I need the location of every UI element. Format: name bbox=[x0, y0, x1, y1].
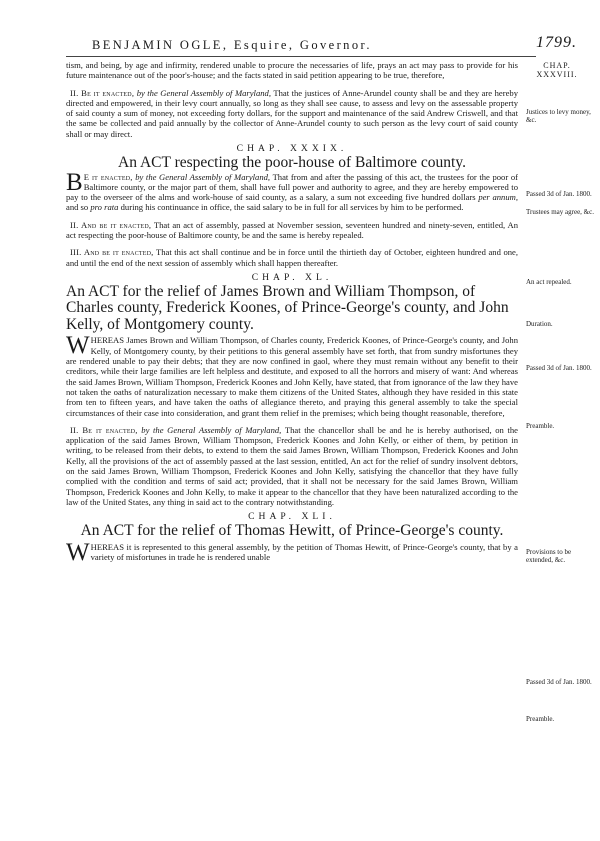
sidenote-chap-38: CHAP. XXXVIII. bbox=[536, 61, 578, 79]
chap-38-section-2 bbox=[66, 88, 518, 139]
pro-rata: pro rata bbox=[90, 202, 119, 213]
chap-39-section-3 bbox=[66, 247, 518, 268]
section-text: That the chancellor shall be and he is hereby authorised, on the application of the said James Brown, William Thompson, Frederick Koones and John Kelly, or either of them, by petition in writing, to be released from their debts, to extend to them the said James Brown, William Thompson, Frederick Koones and John Kelly, all the provisions of the act of assembly passed at the last session, entitled, An act for the relief of sundry insolvent debtors, on the said James Brown, William Thompson, Frederick Koones and John Kelly, satisfying the chancellor that they have fully complied with the condition and terms of said act; provided, that it shall not be necessary for the said James Brown, William Thompson, Frederick Koones and John Kelly, to make it appear to the chancellor that they have been naturalized according to the law of the United States, any thing in said act to the contrary notwithstanding. bbox=[66, 424, 518, 507]
running-header: BENJAMIN OGLE, Esquire, Governor. bbox=[92, 38, 372, 52]
chap-39-section-2 bbox=[66, 220, 518, 241]
preamble-text: HEREAS it is represented to this general assembly, by the petition of Thomas Hewitt, of Prince-George's county, that by a variety of misfortunes in trade he is rendered unable bbox=[90, 541, 518, 562]
section-lead: II. Be it enacted, bbox=[70, 87, 135, 98]
section-text-b: during his continuance in office, the said salary to be in full for all services by him to be performed. bbox=[120, 202, 464, 213]
section-lead: II. Be it enacted, bbox=[70, 424, 138, 435]
body-text bbox=[66, 60, 518, 566]
chap-41-number: CHAP. XLI. bbox=[248, 511, 336, 523]
chap-39-section-1 bbox=[66, 168, 518, 213]
sidenote-passed-39: Passed 3d of Jan. 1800. bbox=[526, 190, 592, 198]
section-text: That an act of assembly, passed at November session, seventeen hundred and ninety-seven, entitled, An act respecting the poor-house of Baltimore county, be and the same is hereby repealed. bbox=[66, 219, 518, 241]
sidenote-duration: Duration. bbox=[526, 320, 553, 328]
per-annum: per annum, bbox=[478, 192, 518, 203]
chap-40-title: An ACT for the relief of James Brown and William Thompson, of Charles county, Frederick Koones, of Prince-George's county, and John Kelly, of Montgomery county. bbox=[66, 282, 509, 333]
chap-40-preamble bbox=[66, 332, 518, 418]
drop-cap: W bbox=[66, 538, 90, 566]
authority-phrase: by the General Assembly of Maryland, bbox=[136, 87, 271, 98]
and-so: and so bbox=[66, 202, 89, 213]
authority-phrase: by the General Assembly of Maryland, bbox=[141, 424, 282, 435]
authority-phrase: by the General Assembly of Maryland, bbox=[135, 171, 271, 182]
chap-41-preamble bbox=[66, 538, 518, 566]
sidenote-preamble-40: Preamble. bbox=[526, 422, 555, 430]
sidenote-passed-41: Passed 3d of Jan. 1800. bbox=[526, 678, 592, 686]
drop-cap: B bbox=[66, 168, 83, 196]
chap-39-number: CHAP. XXXIX. bbox=[236, 143, 348, 155]
chap-39-title: An ACT respecting the poor-house of Baltimore county. bbox=[118, 154, 466, 172]
sidenote-preamble-41: Preamble. bbox=[526, 715, 555, 723]
chap-41-title: An ACT for the relief of Thomas Hewitt, of Prince-George's county. bbox=[80, 522, 504, 540]
section-lead: III. And be it enacted, bbox=[70, 247, 154, 258]
chap-40-section-2 bbox=[66, 425, 518, 507]
section-text: That this act shall continue and be in force until the thirtieth day of October, eighteen hundred and one, and until the end of the next session of assembly which shall happen thereafter. bbox=[66, 247, 518, 268]
sidenote-justices: Justices to levy money, &c. bbox=[526, 108, 591, 125]
sidenote-passed-40: Passed 3d of Jan. 1800. bbox=[526, 364, 592, 372]
section-text: That the justices of Anne-Arundel county shall be and they are hereby directed and empowered, in their levy court annually, so long as they shall see cause, to assess and levy on the assessable property of said county a sum of money, not exceeding forty dollars, for the support and maintenance of the said Andrew Criswell, and that the same be collected and paid annually by the collector of Anne-Arundel county to such person as the levy court of said county shall or may direct. bbox=[66, 87, 518, 139]
section-lead: E it enacted, bbox=[83, 171, 133, 182]
preamble-text: HEREAS James Brown and William Thompson, of Charles county, Frederick Koones, of Prince-George's county, and John Kelly, of Montgomery county, by their petitions to this general assembly have set forth, that from sundry misfortunes they are rendered unable to pay their debts; that they are now confined in gaol, where they must remain without any benefit to their creditors, while their large families are left helpless and destitute, and exposed to all the horrors and misery of want: And whereas the said James Brown, William Thompson, Frederick Koones and John Kelly, have stated, that from ignorance of the law they have not taken the oaths of naturalization necessary to make them citizens of the United States, although they have resided in this state from ten to fifteen years, and have taken the oaths of allegiance thereto, and praying this general assembly to take the special circumstances of their case into consideration, and grant them relief in the premises; which being thought reasonable, therefore, bbox=[66, 335, 518, 418]
page-year: 1799. bbox=[536, 34, 577, 51]
section-lead: II. And be it enacted, bbox=[70, 219, 152, 230]
header-rule bbox=[66, 56, 536, 57]
drop-cap: W bbox=[66, 332, 90, 360]
chap-38-continued: tism, and being, by age and infirmity, rendered unable to procure the necessaries of life, prays an act may pass to provide for his future maintenance out of the poor's-house; and the facts stated in said petition appearing to be true, therefore, bbox=[66, 60, 518, 81]
chap-40-number: CHAP. XL. bbox=[251, 271, 333, 283]
sidenote-trustees: Trustees may agree, &c. bbox=[526, 208, 594, 216]
sidenote-repealed: An act repealed. bbox=[526, 278, 572, 286]
section-text: That from and after the passing of this act, the trustees for the poor of Baltimore county, or the major part of them, shall have full power and authority to agree, and they are hereby empowered to pay to the overseer of the alms and work-house of said county, as a salary, a sum not exceeding five hundred dollars bbox=[66, 171, 518, 203]
sidenote-provisions: Provisions to be extended, &c. bbox=[526, 548, 572, 565]
